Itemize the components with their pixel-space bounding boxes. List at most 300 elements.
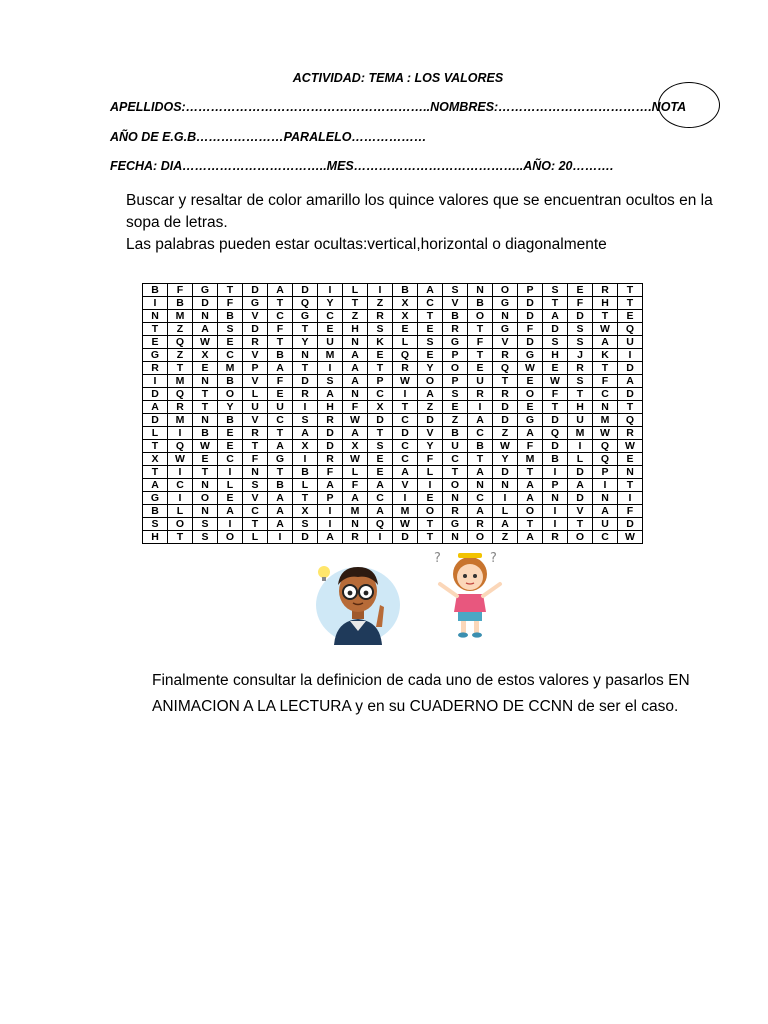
- grid-letter: R: [293, 388, 318, 401]
- grid-letter: V: [243, 349, 268, 362]
- grid-letter: T: [293, 362, 318, 375]
- grid-letter: C: [268, 310, 293, 323]
- grid-letter: E: [218, 336, 243, 349]
- grid-row: [143, 310, 643, 323]
- grid-letter: G: [518, 349, 543, 362]
- grid-letter: U: [593, 518, 618, 531]
- grid-letter: Y: [493, 453, 518, 466]
- grid-letter: M: [518, 453, 543, 466]
- grid-letter: T: [618, 401, 643, 414]
- grid-letter: T: [168, 531, 193, 544]
- grid-letter: B: [268, 349, 293, 362]
- grid-letter: W: [593, 323, 618, 336]
- grid-letter: A: [543, 310, 568, 323]
- grid-letter: N: [443, 492, 468, 505]
- grid-letter: E: [218, 440, 243, 453]
- grid-letter: E: [618, 310, 643, 323]
- grid-letter: Y: [418, 362, 443, 375]
- grid-letter: A: [318, 388, 343, 401]
- grid-letter: A: [318, 531, 343, 544]
- grid-letter: F: [518, 323, 543, 336]
- grid-letter: R: [593, 284, 618, 297]
- grid-letter: B: [218, 414, 243, 427]
- grid-letter: S: [193, 531, 218, 544]
- grid-letter: T: [618, 479, 643, 492]
- grid-letter: Z: [418, 401, 443, 414]
- grid-letter: A: [343, 492, 368, 505]
- grid-letter: E: [268, 388, 293, 401]
- grid-letter: N: [443, 531, 468, 544]
- grid-letter: T: [268, 336, 293, 349]
- grid-letter: R: [493, 349, 518, 362]
- grid-letter: R: [468, 518, 493, 531]
- grid-letter: E: [568, 284, 593, 297]
- grid-letter: A: [518, 479, 543, 492]
- grid-letter: S: [218, 323, 243, 336]
- grid-letter: E: [518, 401, 543, 414]
- grid-letter: G: [293, 310, 318, 323]
- grid-letter: B: [168, 297, 193, 310]
- grid-letter: D: [318, 427, 343, 440]
- grid-letter: R: [318, 414, 343, 427]
- grid-letter: T: [543, 297, 568, 310]
- grid-letter: F: [568, 297, 593, 310]
- grid-letter: B: [443, 310, 468, 323]
- grid-letter: B: [468, 440, 493, 453]
- grid-letter: G: [243, 297, 268, 310]
- grid-letter: P: [368, 375, 393, 388]
- grid-letter: W: [518, 362, 543, 375]
- grid-letter: U: [568, 414, 593, 427]
- grid-letter: D: [568, 310, 593, 323]
- grid-letter: I: [318, 284, 343, 297]
- grid-letter: I: [568, 440, 593, 453]
- grid-letter: T: [518, 518, 543, 531]
- grid-letter: M: [318, 349, 343, 362]
- grid-letter: N: [243, 466, 268, 479]
- grid-letter: C: [393, 453, 418, 466]
- grid-letter: S: [443, 284, 468, 297]
- grid-letter: Z: [343, 310, 368, 323]
- student-name-line: APELLIDOS:…………………………………………………..NOMBRES:……………………………….NOTA: [110, 100, 687, 114]
- instruction-directions: Las palabras pueden estar ocultas:vertical,horizontal o diagonalmente: [126, 236, 607, 253]
- grid-letter: A: [418, 388, 443, 401]
- grid-letter: V: [243, 375, 268, 388]
- grid-letter: A: [568, 479, 593, 492]
- grid-letter: U: [443, 440, 468, 453]
- grid-letter: P: [543, 479, 568, 492]
- grid-letter: I: [268, 531, 293, 544]
- grid-letter: K: [593, 349, 618, 362]
- grid-letter: T: [143, 466, 168, 479]
- grid-letter: A: [143, 401, 168, 414]
- grid-letter: H: [343, 323, 368, 336]
- grid-letter: T: [418, 518, 443, 531]
- grid-letter: R: [493, 388, 518, 401]
- grid-letter: E: [318, 323, 343, 336]
- grid-letter: L: [293, 479, 318, 492]
- grid-letter: A: [318, 479, 343, 492]
- grid-row: [143, 362, 643, 375]
- grid-letter: L: [243, 531, 268, 544]
- grid-letter: G: [493, 323, 518, 336]
- grid-letter: D: [543, 414, 568, 427]
- grid-letter: R: [368, 310, 393, 323]
- grid-letter: A: [293, 427, 318, 440]
- grid-letter: D: [493, 401, 518, 414]
- grid-letter: M: [218, 362, 243, 375]
- grid-letter: I: [418, 479, 443, 492]
- grid-letter: S: [443, 388, 468, 401]
- grid-letter: T: [443, 466, 468, 479]
- grid-letter: F: [593, 375, 618, 388]
- grid-letter: O: [518, 505, 543, 518]
- grid-letter: A: [218, 505, 243, 518]
- grid-letter: A: [518, 531, 543, 544]
- grid-letter: W: [343, 414, 368, 427]
- grid-letter: N: [193, 310, 218, 323]
- grid-letter: G: [443, 336, 468, 349]
- grid-letter: Q: [618, 414, 643, 427]
- grid-letter: R: [393, 362, 418, 375]
- grid-letter: E: [618, 453, 643, 466]
- grid-letter: S: [143, 518, 168, 531]
- grid-letter: Q: [293, 297, 318, 310]
- grid-letter: B: [293, 466, 318, 479]
- grid-letter: M: [393, 505, 418, 518]
- grid-letter: O: [218, 531, 243, 544]
- grid-letter: L: [343, 466, 368, 479]
- grid-letter: B: [218, 310, 243, 323]
- grid-letter: S: [418, 336, 443, 349]
- grid-letter: N: [193, 505, 218, 518]
- grid-letter: F: [418, 453, 443, 466]
- grid-letter: E: [218, 427, 243, 440]
- grid-row: [143, 349, 643, 362]
- grid-letter: O: [443, 479, 468, 492]
- grid-letter: S: [568, 323, 593, 336]
- grid-letter: R: [443, 323, 468, 336]
- grid-letter: L: [168, 505, 193, 518]
- grid-letter: Q: [593, 440, 618, 453]
- grid-letter: I: [318, 505, 343, 518]
- grid-letter: H: [593, 297, 618, 310]
- grid-letter: V: [393, 479, 418, 492]
- grid-letter: H: [143, 531, 168, 544]
- grid-letter: V: [243, 492, 268, 505]
- grid-letter: D: [143, 414, 168, 427]
- grid-letter: A: [343, 362, 368, 375]
- grid-letter: X: [368, 401, 393, 414]
- grid-letter: E: [218, 492, 243, 505]
- grid-letter: I: [168, 492, 193, 505]
- grid-letter: A: [268, 440, 293, 453]
- grid-letter: G: [193, 284, 218, 297]
- grid-letter: W: [618, 440, 643, 453]
- grid-letter: M: [568, 427, 593, 440]
- grid-letter: D: [618, 362, 643, 375]
- grid-letter: L: [493, 505, 518, 518]
- grid-letter: I: [143, 375, 168, 388]
- grid-letter: C: [243, 505, 268, 518]
- grid-letter: D: [293, 531, 318, 544]
- grid-letter: B: [468, 297, 493, 310]
- grid-letter: A: [193, 323, 218, 336]
- grid-letter: E: [543, 362, 568, 375]
- grid-letter: N: [593, 401, 618, 414]
- grid-letter: V: [443, 297, 468, 310]
- grid-letter: C: [393, 440, 418, 453]
- grid-letter: T: [368, 362, 393, 375]
- grid-letter: S: [243, 479, 268, 492]
- grid-letter: D: [568, 466, 593, 479]
- grid-letter: I: [368, 531, 393, 544]
- grid-letter: E: [418, 349, 443, 362]
- grid-letter: N: [343, 388, 368, 401]
- grid-letter: C: [168, 479, 193, 492]
- grid-letter: A: [143, 479, 168, 492]
- grid-letter: E: [468, 362, 493, 375]
- svg-text:?: ?: [434, 551, 441, 566]
- grid-letter: D: [293, 284, 318, 297]
- grid-letter: E: [393, 323, 418, 336]
- grid-letter: D: [518, 297, 543, 310]
- grid-letter: D: [418, 414, 443, 427]
- grid-letter: Q: [168, 440, 193, 453]
- grid-row: [143, 518, 643, 531]
- svg-text:?: ?: [490, 551, 497, 566]
- grid-letter: G: [493, 297, 518, 310]
- grid-letter: T: [568, 388, 593, 401]
- grid-letter: I: [293, 453, 318, 466]
- grid-letter: F: [268, 323, 293, 336]
- grid-letter: G: [443, 518, 468, 531]
- grid-letter: X: [293, 440, 318, 453]
- grid-letter: T: [468, 323, 493, 336]
- grid-letter: O: [443, 362, 468, 375]
- grid-letter: R: [243, 427, 268, 440]
- grid-letter: Z: [493, 427, 518, 440]
- grid-letter: F: [468, 336, 493, 349]
- grade-circle: [658, 82, 720, 128]
- grid-letter: A: [468, 505, 493, 518]
- grid-letter: A: [518, 492, 543, 505]
- grid-letter: I: [293, 401, 318, 414]
- grid-letter: N: [468, 479, 493, 492]
- grid-letter: P: [593, 466, 618, 479]
- grid-letter: D: [393, 531, 418, 544]
- grid-letter: L: [218, 479, 243, 492]
- grid-letter: D: [143, 388, 168, 401]
- grid-letter: O: [468, 531, 493, 544]
- grid-letter: D: [493, 466, 518, 479]
- grid-letter: E: [443, 401, 468, 414]
- grid-row: [143, 297, 643, 310]
- grid-letter: F: [243, 453, 268, 466]
- grid-letter: A: [343, 375, 368, 388]
- grid-letter: R: [143, 362, 168, 375]
- grid-letter: I: [543, 466, 568, 479]
- grid-letter: U: [268, 401, 293, 414]
- grid-letter: T: [193, 466, 218, 479]
- grid-letter: A: [593, 336, 618, 349]
- grid-row: [143, 375, 643, 388]
- grid-letter: D: [243, 323, 268, 336]
- grid-letter: H: [568, 401, 593, 414]
- grid-letter: C: [318, 310, 343, 323]
- grid-letter: P: [518, 284, 543, 297]
- grid-letter: C: [218, 453, 243, 466]
- grid-letter: G: [518, 414, 543, 427]
- grid-letter: T: [243, 518, 268, 531]
- grid-letter: T: [143, 440, 168, 453]
- grid-letter: C: [418, 297, 443, 310]
- grid-letter: T: [268, 297, 293, 310]
- grid-letter: R: [468, 388, 493, 401]
- confused-girl-illustration: [430, 548, 510, 640]
- grid-letter: O: [518, 388, 543, 401]
- grid-letter: Z: [168, 323, 193, 336]
- grid-letter: N: [193, 414, 218, 427]
- grid-letter: F: [318, 466, 343, 479]
- grid-letter: U: [618, 336, 643, 349]
- grid-letter: V: [243, 414, 268, 427]
- grid-row: [143, 453, 643, 466]
- grid-letter: R: [618, 427, 643, 440]
- grid-letter: L: [418, 466, 443, 479]
- grid-letter: D: [543, 323, 568, 336]
- grid-letter: X: [343, 440, 368, 453]
- grid-letter: I: [318, 518, 343, 531]
- grid-letter: V: [568, 505, 593, 518]
- grid-letter: S: [368, 323, 393, 336]
- grid-letter: Y: [418, 440, 443, 453]
- grid-letter: Y: [218, 401, 243, 414]
- grid-letter: Q: [393, 349, 418, 362]
- grid-letter: C: [368, 388, 393, 401]
- grid-letter: D: [393, 427, 418, 440]
- grid-letter: I: [393, 388, 418, 401]
- grid-row: [143, 466, 643, 479]
- grid-letter: E: [143, 336, 168, 349]
- grid-row: [143, 414, 643, 427]
- grid-letter: I: [468, 401, 493, 414]
- grid-letter: F: [518, 440, 543, 453]
- grid-letter: E: [368, 349, 393, 362]
- grid-letter: O: [193, 492, 218, 505]
- grid-letter: T: [618, 297, 643, 310]
- grid-letter: I: [168, 466, 193, 479]
- grid-letter: T: [243, 440, 268, 453]
- grid-letter: A: [618, 375, 643, 388]
- grid-letter: M: [168, 414, 193, 427]
- grid-letter: L: [343, 284, 368, 297]
- grid-letter: U: [243, 401, 268, 414]
- grid-letter: E: [418, 492, 443, 505]
- grid-letter: F: [343, 479, 368, 492]
- grid-letter: N: [343, 518, 368, 531]
- grid-letter: S: [293, 518, 318, 531]
- grid-letter: A: [268, 492, 293, 505]
- grid-letter: D: [618, 388, 643, 401]
- grid-letter: R: [243, 336, 268, 349]
- grid-letter: N: [543, 492, 568, 505]
- grid-letter: I: [618, 349, 643, 362]
- grid-letter: I: [593, 479, 618, 492]
- grid-letter: O: [568, 531, 593, 544]
- grid-letter: I: [393, 492, 418, 505]
- grid-letter: S: [543, 284, 568, 297]
- grid-letter: S: [568, 336, 593, 349]
- grid-letter: L: [243, 388, 268, 401]
- grid-letter: X: [193, 349, 218, 362]
- grid-letter: T: [493, 375, 518, 388]
- grid-letter: B: [143, 505, 168, 518]
- grid-letter: S: [193, 518, 218, 531]
- grid-letter: D: [618, 518, 643, 531]
- grid-letter: G: [143, 349, 168, 362]
- grid-letter: N: [593, 492, 618, 505]
- grid-letter: T: [468, 453, 493, 466]
- grid-letter: N: [293, 349, 318, 362]
- grid-letter: A: [268, 284, 293, 297]
- grid-letter: C: [393, 414, 418, 427]
- grid-letter: T: [568, 518, 593, 531]
- grid-letter: N: [618, 466, 643, 479]
- grid-letter: I: [618, 492, 643, 505]
- grid-letter: J: [568, 349, 593, 362]
- grid-letter: E: [368, 453, 393, 466]
- grid-letter: R: [168, 401, 193, 414]
- grid-letter: C: [443, 453, 468, 466]
- grid-letter: V: [493, 336, 518, 349]
- grid-letter: D: [518, 336, 543, 349]
- grid-letter: W: [343, 453, 368, 466]
- grid-letter: O: [493, 284, 518, 297]
- grid-letter: L: [568, 453, 593, 466]
- grid-letter: T: [618, 284, 643, 297]
- grid-letter: A: [468, 414, 493, 427]
- grid-letter: Q: [368, 518, 393, 531]
- grid-row: [143, 427, 643, 440]
- grid-letter: V: [243, 310, 268, 323]
- instruction-search: Buscar y resaltar de color amarillo los quince valores que se encuentran ocultos en la sopa de letras.: [126, 192, 713, 231]
- grid-row: [143, 479, 643, 492]
- grid-letter: A: [368, 479, 393, 492]
- grid-letter: X: [393, 297, 418, 310]
- grid-letter: M: [168, 310, 193, 323]
- grid-letter: P: [443, 375, 468, 388]
- grid-letter: P: [318, 492, 343, 505]
- grid-letter: T: [418, 310, 443, 323]
- grid-letter: U: [468, 375, 493, 388]
- grid-letter: A: [268, 518, 293, 531]
- grid-letter: D: [293, 375, 318, 388]
- grid-letter: I: [218, 466, 243, 479]
- grid-letter: F: [543, 388, 568, 401]
- grid-letter: Z: [493, 531, 518, 544]
- grid-letter: A: [468, 466, 493, 479]
- grid-letter: O: [418, 505, 443, 518]
- grid-letter: T: [193, 401, 218, 414]
- grid-letter: T: [418, 531, 443, 544]
- grid-letter: W: [168, 453, 193, 466]
- grid-letter: L: [143, 427, 168, 440]
- grid-letter: X: [293, 505, 318, 518]
- grid-letter: N: [193, 375, 218, 388]
- grid-letter: L: [393, 336, 418, 349]
- grid-letter: B: [268, 479, 293, 492]
